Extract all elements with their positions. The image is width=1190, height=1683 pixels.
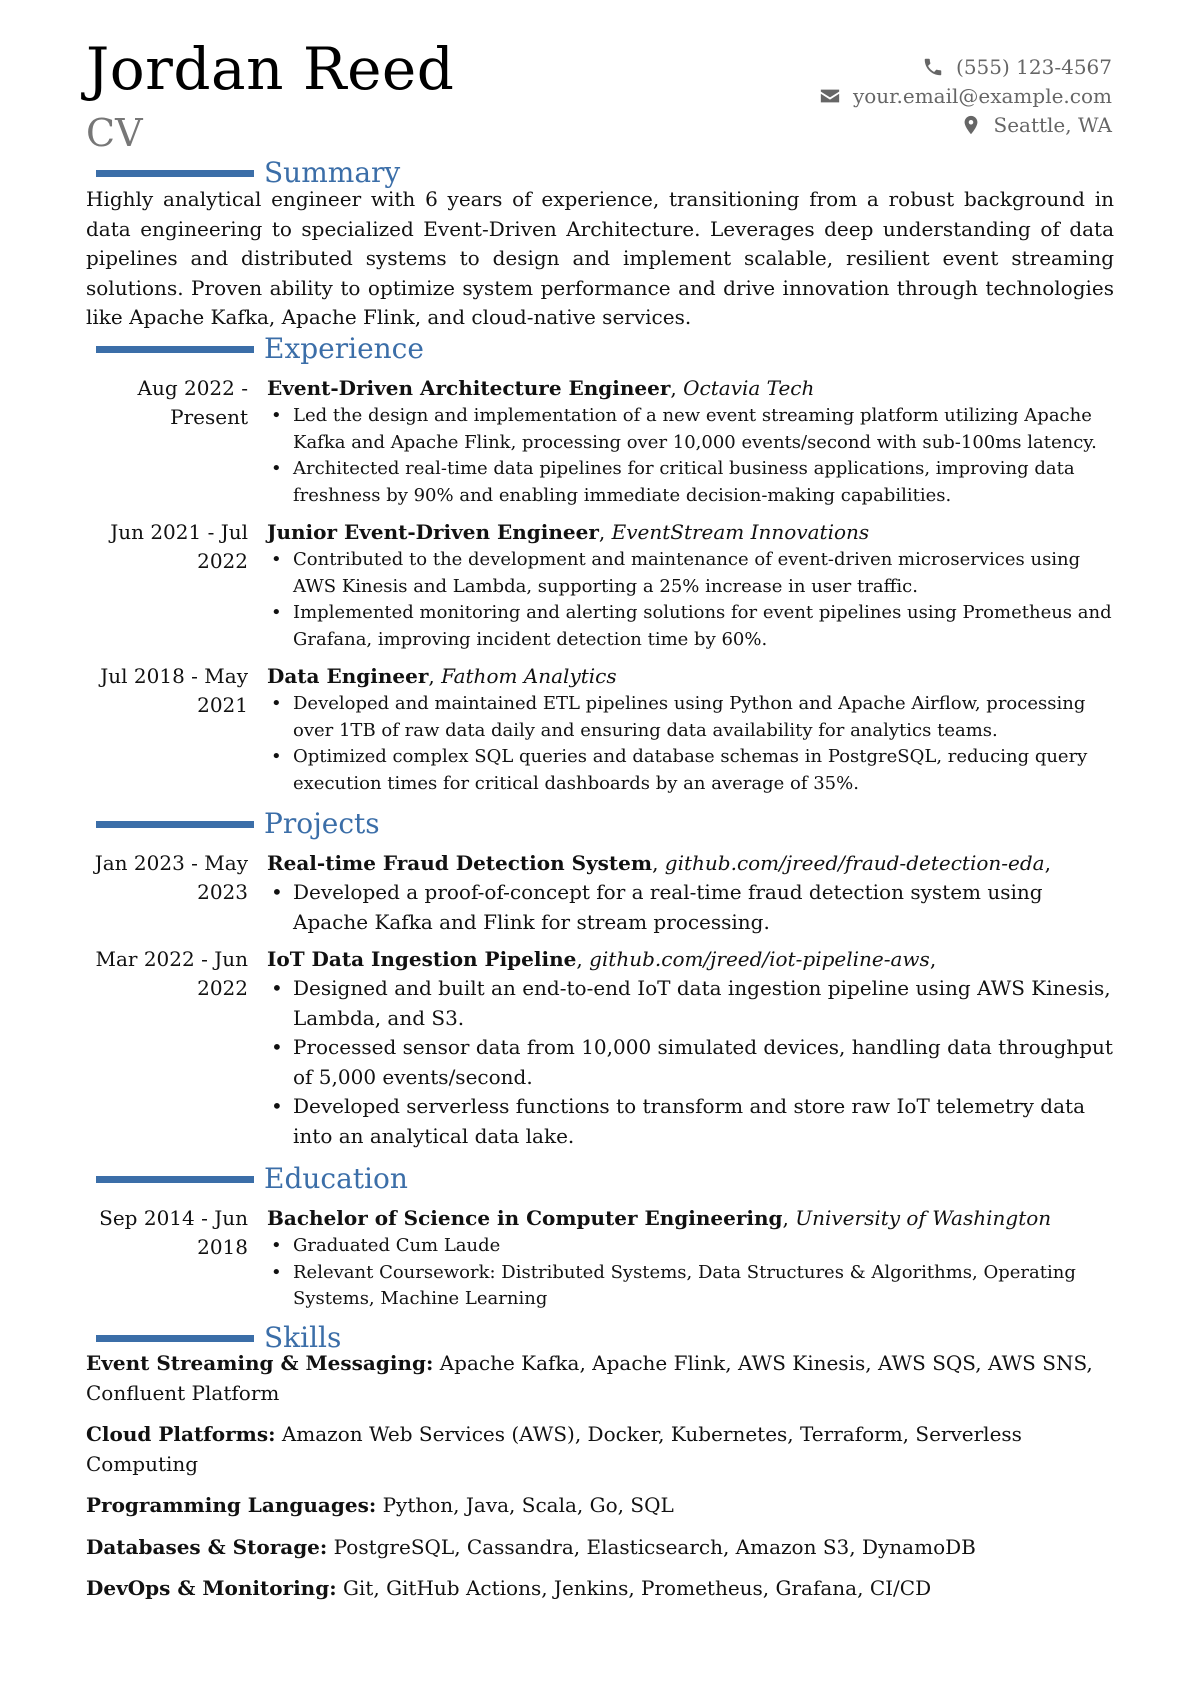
job-title: Data Engineer — [267, 664, 429, 688]
section-title: Projects — [264, 807, 380, 840]
map-pin-icon — [960, 114, 982, 136]
entry-date: Sep 2014 - Jun 2018 — [99, 1206, 248, 1259]
section-experience-heading — [96, 332, 424, 365]
list-item: • Processed sensor data from 10,000 simulated devices, handling data throughput of 5,000 events/second. — [267, 1033, 1114, 1092]
section-accent-bar — [96, 346, 254, 353]
entry-heading: Real-time Fraud Detection System, github.com/jreed/fraud-detection-eda, — [267, 851, 1051, 875]
entry-heading: IoT Data Ingestion Pipeline, github.com/jreed/iot-pipeline-aws, — [267, 947, 937, 971]
entry-heading: Event-Driven Architecture Engineer, Octavia Tech — [267, 376, 815, 400]
project-title: IoT Data Ingestion Pipeline — [267, 947, 577, 971]
entry-date: Jun 2021 - Jul 2022 — [110, 520, 248, 573]
job-title: Event-Driven Architecture Engineer — [267, 376, 671, 400]
contact-phone — [819, 52, 1112, 81]
section-accent-bar — [96, 1335, 254, 1342]
institution-name: University of Washington — [795, 1206, 1052, 1230]
envelope-icon — [819, 85, 841, 107]
company-name: Octavia Tech — [683, 376, 815, 400]
section-accent-bar — [96, 821, 254, 828]
skill-row — [86, 1491, 1114, 1521]
section-accent-bar — [96, 1176, 254, 1183]
project-link[interactable]: github.com/jreed/fraud-detection-eda — [664, 851, 1045, 875]
list-item: • Contributed to the development and maintenance of event-driven microservices using AWS Kinesis and Lambda, supporting a 25% increase in user traffic. — [267, 547, 1114, 600]
list-item: • Implemented monitoring and alerting solutions for event pipelines using Prometheus and Grafana, improving incident detection time by 60%. — [267, 600, 1114, 653]
document-subtitle: CV — [86, 111, 143, 155]
email-address[interactable]: your.email@example.com — [852, 83, 1112, 108]
contact-block — [819, 52, 1112, 139]
section-title: Summary — [264, 156, 401, 189]
entry-date: Jan 2023 - May 2023 — [94, 851, 248, 904]
skill-category: Cloud Platforms: — [86, 1422, 276, 1446]
section-accent-bar — [96, 170, 254, 177]
phone-icon — [922, 56, 944, 78]
company-name: Fathom Analytics — [441, 664, 617, 688]
project-title: Real-time Fraud Detection System — [267, 851, 653, 875]
list-item: • Developed a proof-of-concept for a real-time fraud detection system using Apache Kafka and Flink for stream processing. — [267, 878, 1114, 937]
entry-heading: Data Engineer, Fathom Analytics — [267, 664, 617, 688]
company-name: EventStream Innovations — [611, 520, 870, 544]
skill-row — [86, 1420, 1114, 1479]
section-skills-heading — [96, 1321, 342, 1354]
location-text: Seattle, WA — [993, 112, 1112, 137]
skill-values: Git, GitHub Actions, Jenkins, Prometheus, Grafana, CI/CD — [342, 1576, 932, 1600]
skill-category: Event Streaming & Messaging: — [86, 1351, 434, 1375]
contact-location — [819, 110, 1112, 139]
skill-values: Python, Java, Scala, Go, SQL — [382, 1493, 674, 1517]
contact-email — [819, 81, 1112, 110]
skill-values: PostgreSQL, Cassandra, Elasticsearch, Amazon S3, DynamoDB — [333, 1534, 976, 1559]
section-title: Education — [264, 1162, 408, 1195]
section-projects-heading — [96, 807, 380, 840]
phone-number[interactable]: (555) 123-4567 — [956, 54, 1112, 79]
list-item: • Graduated Cum Laude — [267, 1233, 1114, 1260]
list-item: • Developed and maintained ETL pipelines using Python and Apache Airflow, processing over 1TB of raw data daily and ensuring data availability for analytics teams. — [267, 691, 1114, 744]
section-title: Experience — [264, 332, 424, 365]
entry-date: Aug 2022 - Present — [137, 376, 248, 429]
skills-list — [86, 1349, 1114, 1616]
entry-date: Jul 2018 - May 2021 — [100, 664, 248, 717]
job-title: Junior Event-Driven Engineer — [267, 520, 599, 544]
skill-values: Amazon Web Services (AWS), Docker, Kubernetes, Terraform, Serverless Computing — [86, 1422, 1022, 1476]
section-education-heading — [96, 1162, 408, 1195]
entry-date: Mar 2022 - Jun 2022 — [95, 947, 248, 1000]
list-item: • Relevant Coursework: Distributed Systems, Data Structures & Algorithms, Operating Systems, Machine Learning — [267, 1260, 1114, 1313]
section-summary-heading — [96, 156, 401, 189]
entry-heading: Junior Event-Driven Engineer, EventStream Innovations — [267, 520, 870, 544]
skill-category: Programming Languages: — [86, 1493, 377, 1517]
project-link[interactable]: github.com/jreed/iot-pipeline-aws — [589, 947, 930, 971]
skill-row — [86, 1349, 1114, 1408]
section-title: Skills — [264, 1321, 342, 1354]
list-item: • Architected real-time data pipelines for critical business applications, improving data freshness by 90% and enabling immediate decision-making capabilities. — [267, 456, 1114, 509]
entry-heading: Bachelor of Science in Computer Engineering, University of Washington — [267, 1206, 1052, 1230]
skill-row — [86, 1574, 1114, 1604]
skill-values: Apache Kafka, Apache Flink, AWS Kinesis, AWS SQS, AWS SNS, Confluent Platform — [86, 1351, 1093, 1405]
candidate-name: Jordan Reed — [86, 35, 455, 103]
list-item: • Optimized complex SQL queries and database schemas in PostgreSQL, reducing query execution times for critical dashboards by an average of 35%. — [267, 744, 1114, 797]
list-item: • Designed and built an end-to-end IoT data ingestion pipeline using AWS Kinesis, Lambda, and S3. — [267, 974, 1114, 1033]
list-item: • Developed serverless functions to transform and store raw IoT telemetry data into an analytical data lake. — [267, 1092, 1114, 1151]
skill-category: DevOps & Monitoring: — [86, 1576, 337, 1600]
degree-title: Bachelor of Science in Computer Engineering — [267, 1206, 783, 1230]
skill-row — [86, 1533, 1114, 1563]
list-item: • Led the design and implementation of a new event streaming platform utilizing Apache Kafka and Apache Flink, processing over 10,000 events/second with sub-100ms latency. — [267, 403, 1114, 456]
skill-category: Databases & Storage: — [86, 1534, 328, 1559]
summary-text: Highly analytical engineer with 6 years of experience, transitioning from a robust background in data engineering to specialized Event-Driven Architecture. Leverages deep understanding of data pipelines and distributed systems to design and implement scalable, resilient event streaming solutions. Proven ability to optimize system performance and drive innovation through technologies like Apache Kafka, Apache Flink, and cloud-native services. — [86, 187, 1114, 329]
